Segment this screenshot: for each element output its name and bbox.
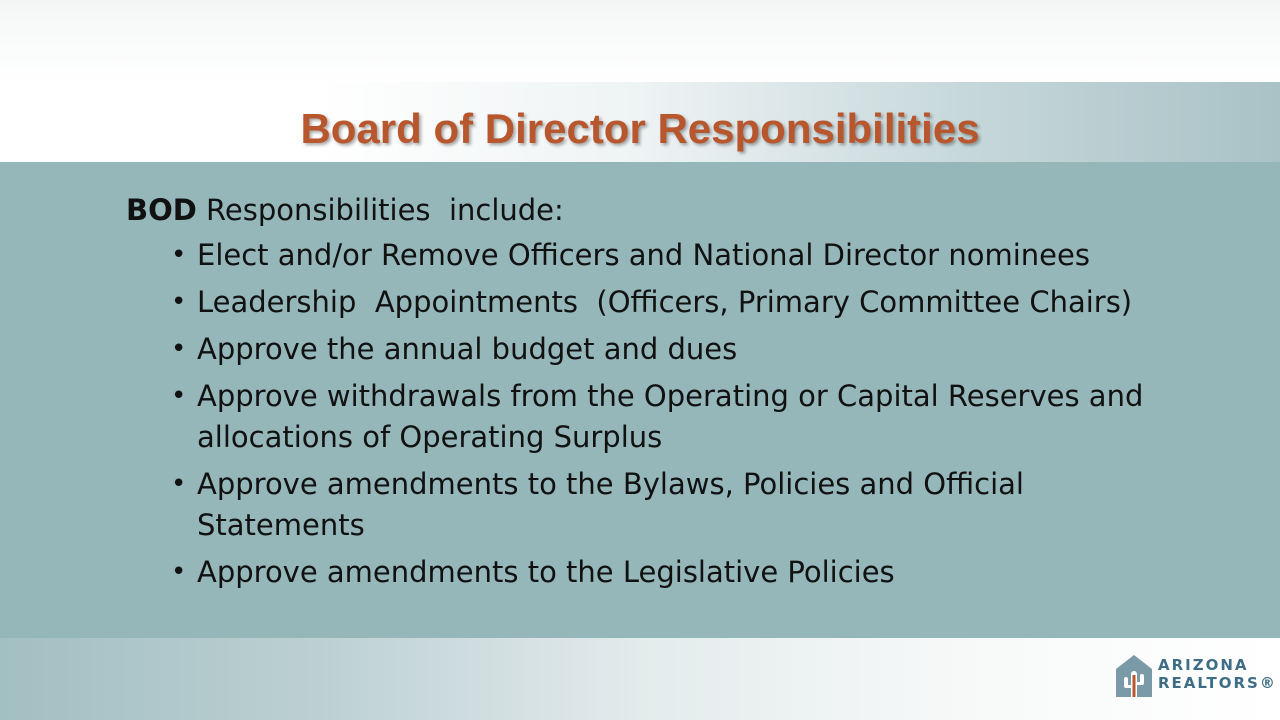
- bullet-item: [126, 464, 1186, 546]
- bullet-item: [126, 552, 1186, 593]
- bullet-item: [126, 376, 1186, 458]
- bullet-item: [126, 235, 1186, 276]
- bullet-dot: •: [171, 469, 187, 499]
- top-band: [0, 0, 1280, 82]
- bullet-text: Approve withdrawals from the Operating or Capital Reserves and allocations of Operating Surplus: [197, 379, 1153, 454]
- arizona-realtors-logo: [1114, 653, 1277, 699]
- logo-line-2: REALTORS®: [1158, 674, 1277, 692]
- logo-line-1: ARIZONA: [1158, 656, 1249, 674]
- cactus-house-icon: [1114, 653, 1154, 699]
- bullet-list: [126, 235, 1186, 593]
- bullet-dot: •: [171, 381, 187, 411]
- bullet-dot: •: [171, 240, 187, 270]
- lead-text: Responsibilities include:: [196, 193, 564, 227]
- bullet-dot: •: [171, 287, 187, 317]
- lead-bold: BOD: [126, 193, 197, 227]
- slide-content: [126, 188, 1186, 599]
- logo-wordmark: [1158, 656, 1277, 692]
- bullet-text: Approve amendments to the Legislative Policies: [197, 555, 895, 589]
- lead-line: [126, 188, 1186, 232]
- slide-title: Board of Director Responsibilities: [300, 105, 980, 152]
- footer-band: [0, 638, 1280, 720]
- bullet-text: Leadership Appointments (Officers, Primary Committee Chairs): [197, 285, 1133, 319]
- bullet-dot: •: [171, 334, 187, 364]
- bullet-text: Approve the annual budget and dues: [197, 332, 738, 366]
- bullet-item: [126, 282, 1186, 323]
- bullet-text: Elect and/or Remove Officers and National Director nominees: [197, 238, 1090, 272]
- bullet-item: [126, 329, 1186, 370]
- bullet-text: Approve amendments to the Bylaws, Policies and Official Statements: [197, 467, 1034, 542]
- bullet-dot: •: [171, 557, 187, 587]
